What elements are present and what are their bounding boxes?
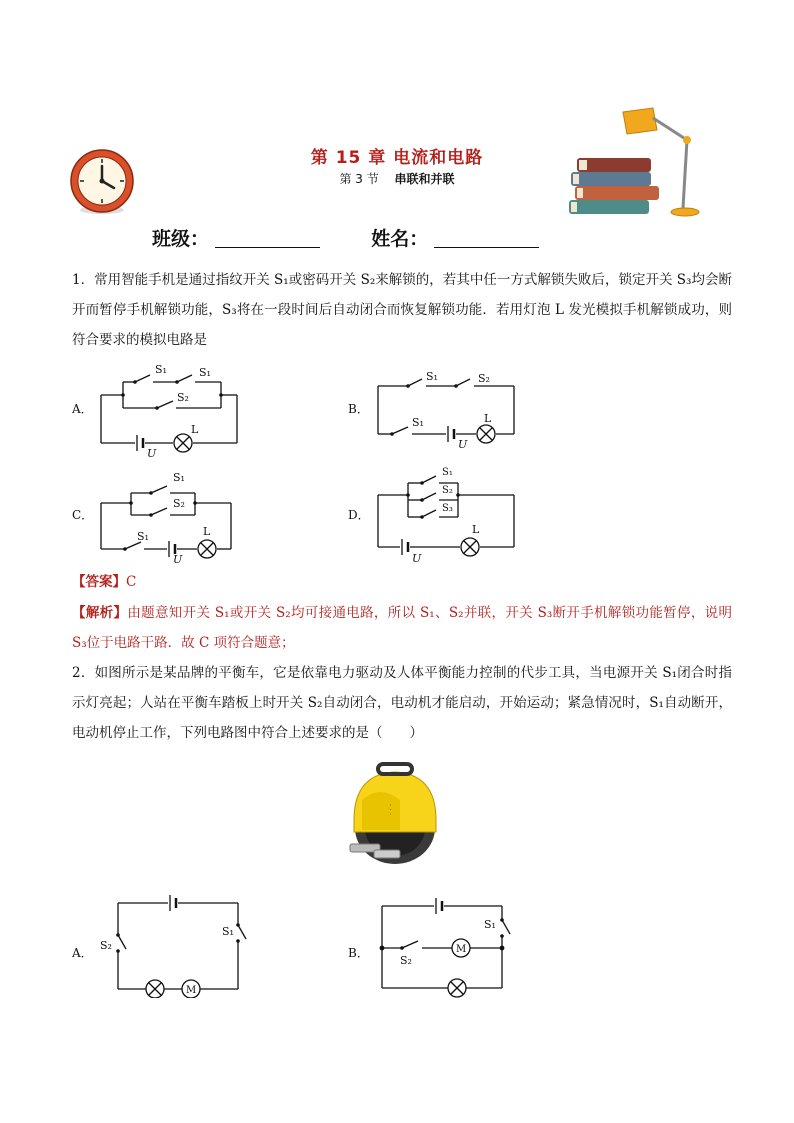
- q1-option-d-label: D．: [348, 508, 370, 522]
- label-l: L: [484, 412, 492, 425]
- q2-circuit-b: [378, 898, 518, 998]
- label-l: L: [203, 525, 211, 538]
- label-m: M: [456, 944, 467, 955]
- label-s3: S₁: [199, 366, 211, 379]
- label-u: U: [173, 553, 183, 565]
- label-s2: S₂: [173, 497, 185, 510]
- label-s2: S₂: [177, 391, 189, 404]
- svg-text:· · ·: · · ·: [386, 804, 394, 816]
- label-l: L: [472, 523, 480, 536]
- label-s3: S₁: [137, 530, 149, 543]
- q2-option-a-label: A．: [72, 946, 93, 960]
- label-s2: S₂: [442, 485, 453, 496]
- label-u: U: [412, 552, 422, 565]
- label-s2: S₂: [100, 939, 112, 952]
- label-s1: S₁: [484, 918, 496, 931]
- q1-option-a-label: A．: [72, 402, 93, 416]
- q2-circuit-a: [100, 893, 250, 998]
- student-info-row: [152, 224, 539, 251]
- label-s3: S₃: [442, 503, 453, 514]
- label-s1: S₁: [155, 363, 167, 376]
- label-s3: S₁: [412, 416, 424, 429]
- label-s1: S₁: [222, 925, 234, 938]
- label-s1: S₁: [173, 471, 185, 484]
- section-number: 第 3 节: [339, 172, 379, 186]
- name-blank[interactable]: [434, 229, 539, 248]
- q1-answer-row: [72, 567, 732, 597]
- section-name: 串联和并联: [394, 172, 455, 186]
- section-title: [0, 170, 794, 187]
- label-u: U: [458, 438, 468, 448]
- q1-option-c-label: C．: [72, 508, 94, 522]
- answer-value: C: [126, 574, 137, 590]
- q1-analysis: [72, 598, 732, 658]
- analysis-text: 由题意知开关 S₁或开关 S₂均可接通电路，所以 S₁、S₂并联，开关 S₃断开手机解锁功能暂停，说明 S₃位于电路干路．故 C 项符合题意；: [72, 605, 732, 651]
- question-1-text: 1．常用智能手机是通过指纹开关 S₁或密码开关 S₂来解锁的，若其中任一方式解锁失败后，锁定开关 S₃均会断开而暂停手机解锁功能，S₃将在一段时间后自动闭合而恢复解锁功能．若用灯泡 L 发光模拟手机解锁成功，则符合要求的模拟电路是: [72, 272, 732, 348]
- q1-option-b-label: B．: [348, 402, 369, 416]
- q1-circuit-c: [95, 465, 245, 565]
- name-label: 姓名：: [371, 228, 429, 250]
- label-s1: S₁: [426, 370, 438, 383]
- q1-circuit-d: [372, 465, 522, 565]
- analysis-label: 【解析】: [72, 605, 128, 621]
- label-s2: S₂: [400, 954, 412, 967]
- chapter-title: 第 15 章 电流和电路: [310, 148, 484, 168]
- answer-label: 【答案】: [72, 574, 126, 590]
- class-label: 班级：: [152, 228, 210, 250]
- question-2-text: 2．如图所示是某品牌的平衡车，它是依靠电力驱动及人体平衡能力控制的代步工具，当电源开关 S₁闭合时指示灯亮起；人站在平衡车踏板上时开关 S₂自动闭合，电动机才能启动，开始运动；紧急情况时，S₁自动断开，电动机停止工作，下列电路图中符合上述要求的是（ ）: [72, 665, 732, 741]
- class-blank[interactable]: [215, 229, 320, 248]
- balance-car-image: [340, 760, 450, 870]
- label-s1: S₁: [442, 467, 453, 478]
- q1-circuit-b: [372, 368, 522, 448]
- label-l: L: [191, 423, 199, 436]
- label-s2: S₂: [478, 372, 490, 385]
- label-m: M: [186, 985, 197, 996]
- q1-circuit-a: [95, 360, 245, 460]
- label-u: U: [147, 447, 157, 460]
- q2-option-b-label: B．: [348, 946, 369, 960]
